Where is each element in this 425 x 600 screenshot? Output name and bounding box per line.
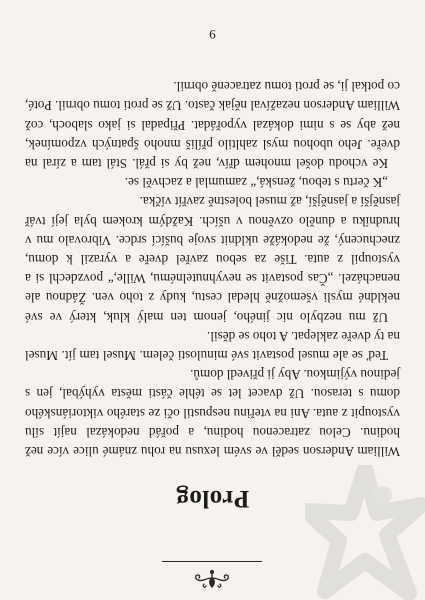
paragraph: William Anderson seděl ve svém lexusu na rohu známé ulice více než hodinu. Celou zatracenou hodinu, a pořád nedokázal najít sílu vystoupit z auta. Ani na vteřinu nespustil oči ze starého viktoriánského domu s terasou. Už dvacet let se téhle části města vyhýbal, jen s jedinou výjimkou. Aby ji přivedl domů. <box>25 367 400 459</box>
title-rule <box>162 561 262 562</box>
chapter-title: Prolog <box>175 485 250 512</box>
page-number: 9 <box>209 27 216 42</box>
body-text <box>25 77 400 461</box>
floral-ornament-icon <box>192 570 232 590</box>
paragraph: „K čertu s tebou, ženská,“ zamumlal a zachvěl se. <box>124 175 388 191</box>
paragraph: Už mu nezbylo nic jiného, jenom ten malý kluk, který ve své nekldné mysli všemožně hledal cestu, kudy z toho ven. Žádnou ale nenacházel. „Čas postavit se nevyhnutelnému, Wille,“ povzdechl si a vystoupil z auta. Tiše za sebou zavřel dveře a vyrazil k domu, znechucený, že nedokáže ukldnit svoje bušící srdce. Vibrovalo mu v hrudníku a dunělo ozvěnou v uších. Každým krokem byla její tvář jasnější a jasnější, až musel bolestně zavřít víčka. <box>25 194 400 325</box>
paragraph: Ke vchodu došel mnohem dřív, než by si přál. Stál tam a zíral na dveře. Jeho ubohou mysl zahltilo příliš mnoho špatných vzpomínek, než aby se s nimi dokázal vypořádat. Připadal si jako slaboch, což William Anderson nezažíval nějak často. Už se proti tomu obrnil. Poté, co potkal ji, se proti tomu zatraceně obrnil. <box>25 79 400 171</box>
paragraph: Teď se ale musel postavit své minulosti čelem. Musel tam jít. Musel na ty dveře zaklepat. A toho se děsil. <box>25 328 400 363</box>
